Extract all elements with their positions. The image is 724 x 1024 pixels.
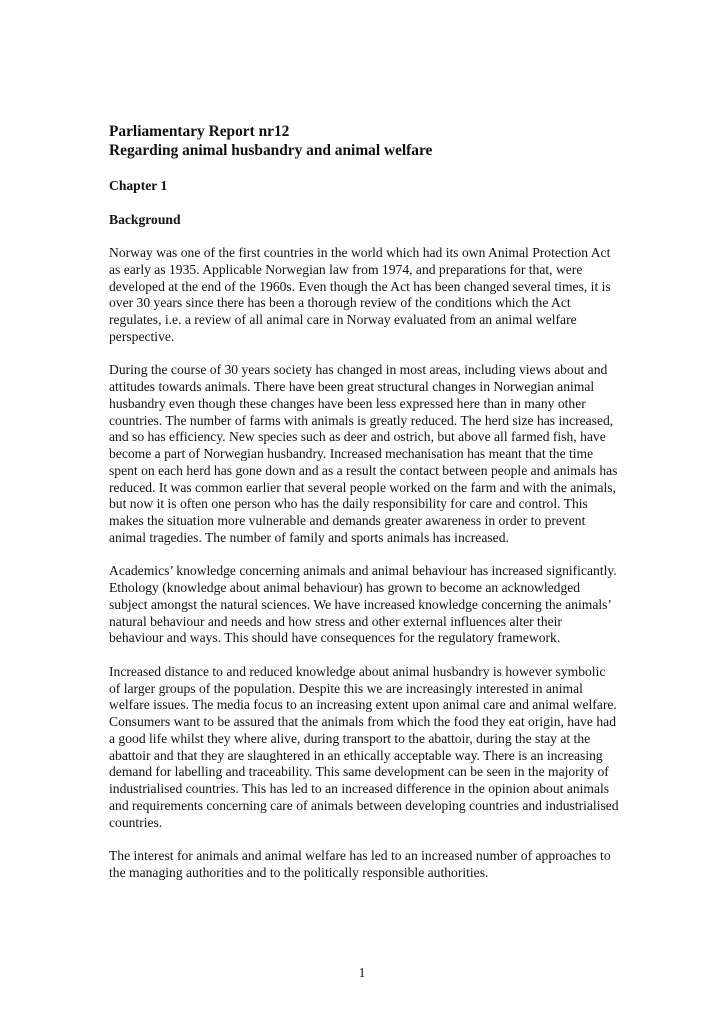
chapter-heading: Chapter 1 <box>109 178 168 193</box>
paragraph-4: Increased distance to and reduced knowledge about animal husbandry is however symbolic of larger groups of the population. Despite this we are increasingly interested in animal welfare issues. The media focus to an increasing extent upon animal care and animal welfare. Consumers want to be assured that the animals from which the food they eat origin, have had a good life whilst they where alive, during transport to the abattoir, during the stay at the abattoir and that they are slaughtered in an ethically acceptable way. There is an increasing demand for labelling and traceability. This same development can be seen in the majority of industrialised countries. This has led to an increased difference in the opinion about animals and requirements concerning care of animals between developing countries and industrialised countries. <box>109 663 619 830</box>
paragraph-1: Norway was one of the first countries in the world which had its own Animal Protection Act as early as 1935. Applicable Norwegian law from 1974, and preparations for that, were developed at the end of the 1960s. Even though the Act has been changed several times, it is over 30 years since there has been a thorough review of the conditions which the Act regulates, i.e. a review of all animal care in Norway evaluated from an animal welfare perspective. <box>109 245 611 344</box>
document-title <box>109 122 619 160</box>
paragraph-2: During the course of 30 years society has changed in most areas, including views about and attitudes towards animals. There have been great structural changes in Norwegian animal husbandry even though these changes have been less expressed here than in many other countries. The number of farms with animals is greatly reduced. The herd size has increased, and so has efficiency. New species such as deer and ostrich, but above all farmed fish, have become a part of Norwegian husbandry. Increased mechanisation has meant that the time spent on each herd has gone down and as a result the contact between people and animals has reduced. It was common earlier that several people worked on the farm and with the animals, but now it is often one person who has the daily responsibility for care and control. This makes the situation more vulnerable and demands greater awareness in order to prevent animal tragedies. The number of family and sports animals has increased. <box>109 362 618 545</box>
title-line-1: Parliamentary Report nr12 <box>109 123 290 140</box>
paragraph-3: Academics’ knowledge concerning animals and animal behaviour has increased significantly. Ethology (knowledge about animal behaviour) has grown to become an acknowledged subject amongst the natural sciences. We have increased knowledge concerning the animals’ natural behaviour and needs and how stress and other external influences alter their behaviour and ways. This should have consequences for the regulatory framework. <box>109 563 617 646</box>
title-line-2: Regarding animal husbandry and animal welfare <box>109 142 433 159</box>
document-page <box>109 122 619 882</box>
section-heading: Background <box>109 212 181 227</box>
page-number: 1 <box>358 965 366 980</box>
paragraph-5: The interest for animals and animal welfare has led to an increased number of approaches to the managing authorities and to the politically responsible authorities. <box>109 848 611 880</box>
